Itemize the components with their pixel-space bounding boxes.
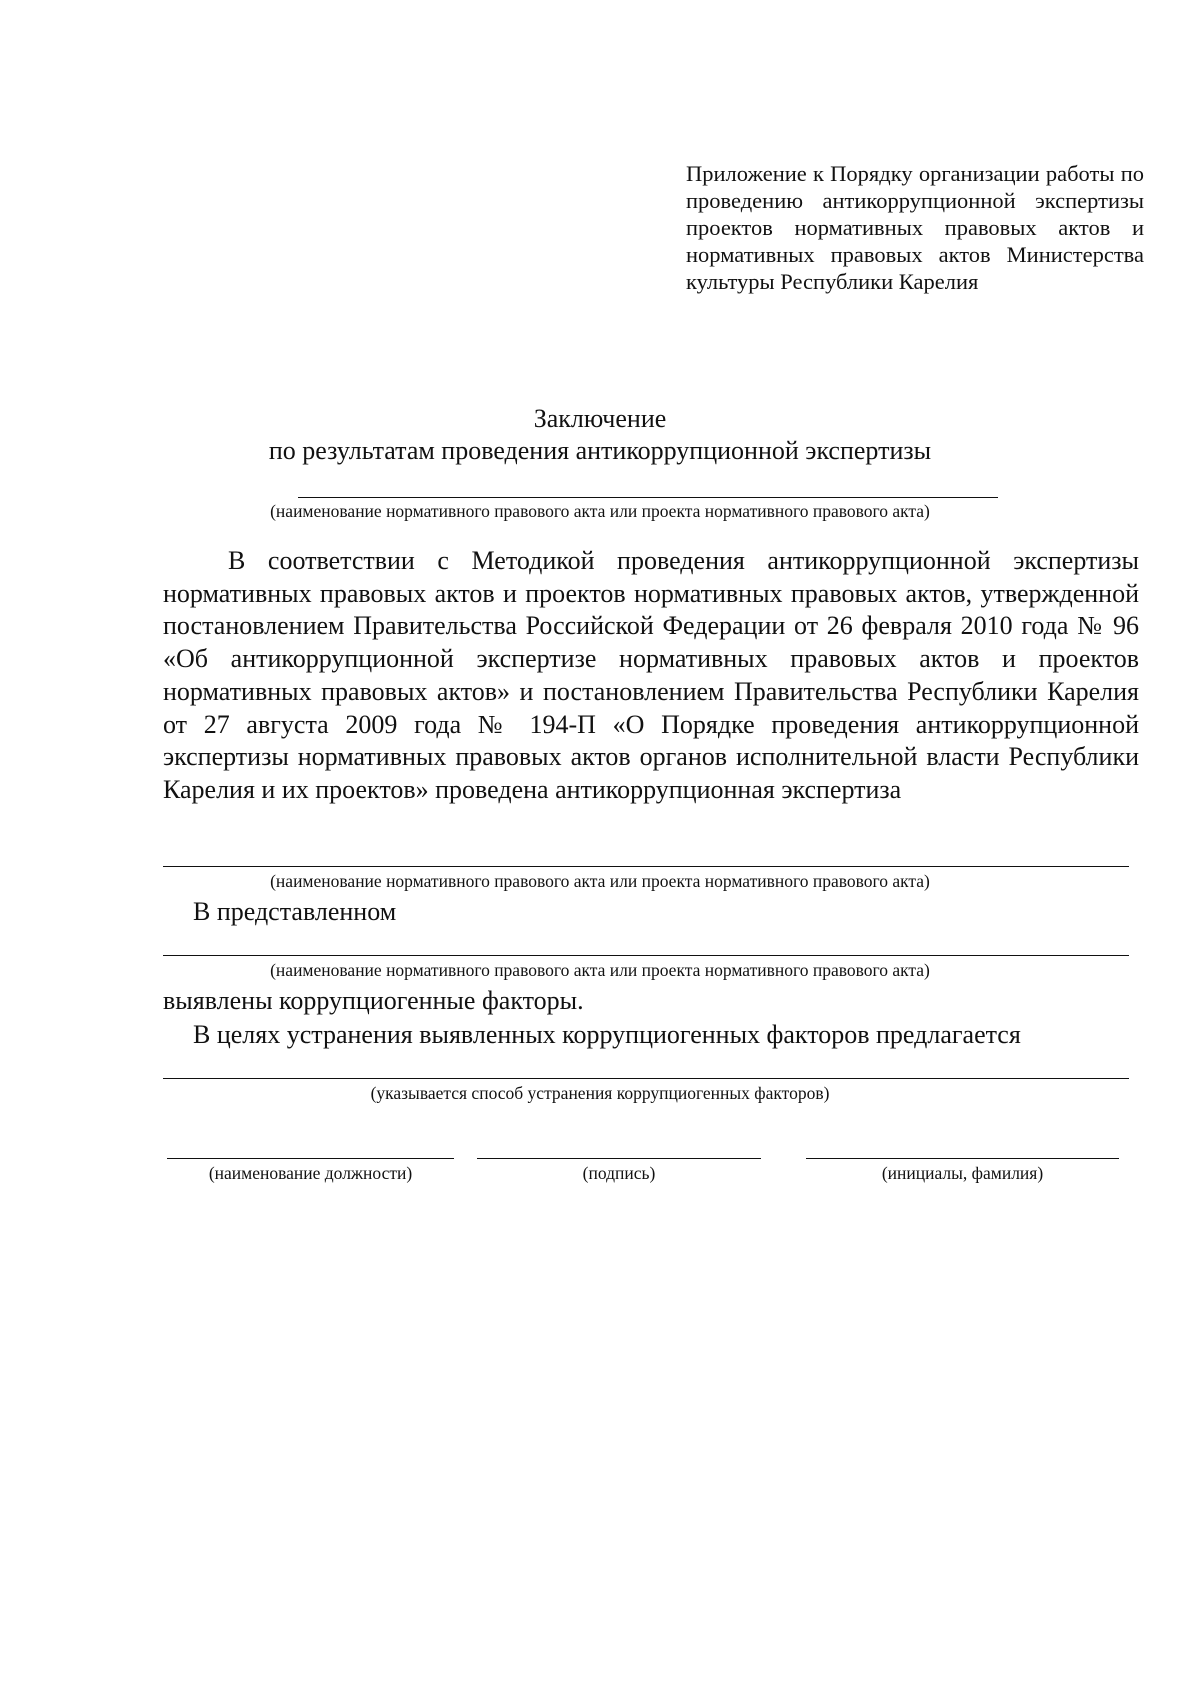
position-caption: (наименование должности): [208, 1163, 413, 1183]
appendix-note: Приложение к Порядку организации работы по проведению антикоррупционной экспертизы проектов нормативных правовых актов и нормативных правовых актов Министерства культуры Республики Карелия: [686, 161, 1144, 294]
name-line: [806, 1158, 1119, 1159]
act-name-caption-1: (наименование нормативного правового акта или проекта нормативного правового акта): [270, 501, 930, 521]
signature-line: [477, 1158, 761, 1159]
act-name-caption-2: (наименование нормативного правового акта или проекта нормативного правового акта): [270, 871, 930, 891]
name-caption: (инициалы, фамилия): [881, 1163, 1044, 1183]
act-name-line-1: [298, 497, 998, 498]
main-paragraph: В соответствии с Методикой проведения антикоррупционной экспертизы нормативных правовых актов и проектов нормативных правовых актов, утвержденной постановлением Правительства Российской Федерации от 26 февраля 2010 года № 96 «Об антикоррупционной экспертизе нормативных правовых актов и проектов нормативных правовых актов» и постановлением Правительства Республики Карелия от 27 августа 2009 года № 194-П «О Порядке проведения антикоррупционной экспертизы нормативных правовых актов органов исполнительной власти Республики Карелия и их проектов» проведена антикоррупционная экспертиза: [163, 546, 1139, 804]
signature-caption: (подпись): [582, 1163, 656, 1183]
elimination-caption: (указывается способ устранения коррупциогенных факторов): [370, 1083, 830, 1103]
document-subtitle: по результатам проведения антикоррупционной экспертизы: [268, 436, 932, 465]
factors-found-text: выявлены коррупциогенные факторы.: [163, 986, 584, 1015]
act-name-line-2: [163, 866, 1129, 867]
elimination-line: [163, 1078, 1129, 1079]
position-line: [167, 1158, 454, 1159]
elimination-text: В целях устранения выявленных коррупциогенных факторов предлагается: [193, 1020, 1021, 1049]
presented-label: В представленном: [193, 897, 397, 926]
act-name-caption-3: (наименование нормативного правового акта или проекта нормативного правового акта): [270, 960, 930, 980]
act-name-line-3: [163, 955, 1129, 956]
document-title: Заключение: [533, 404, 667, 433]
